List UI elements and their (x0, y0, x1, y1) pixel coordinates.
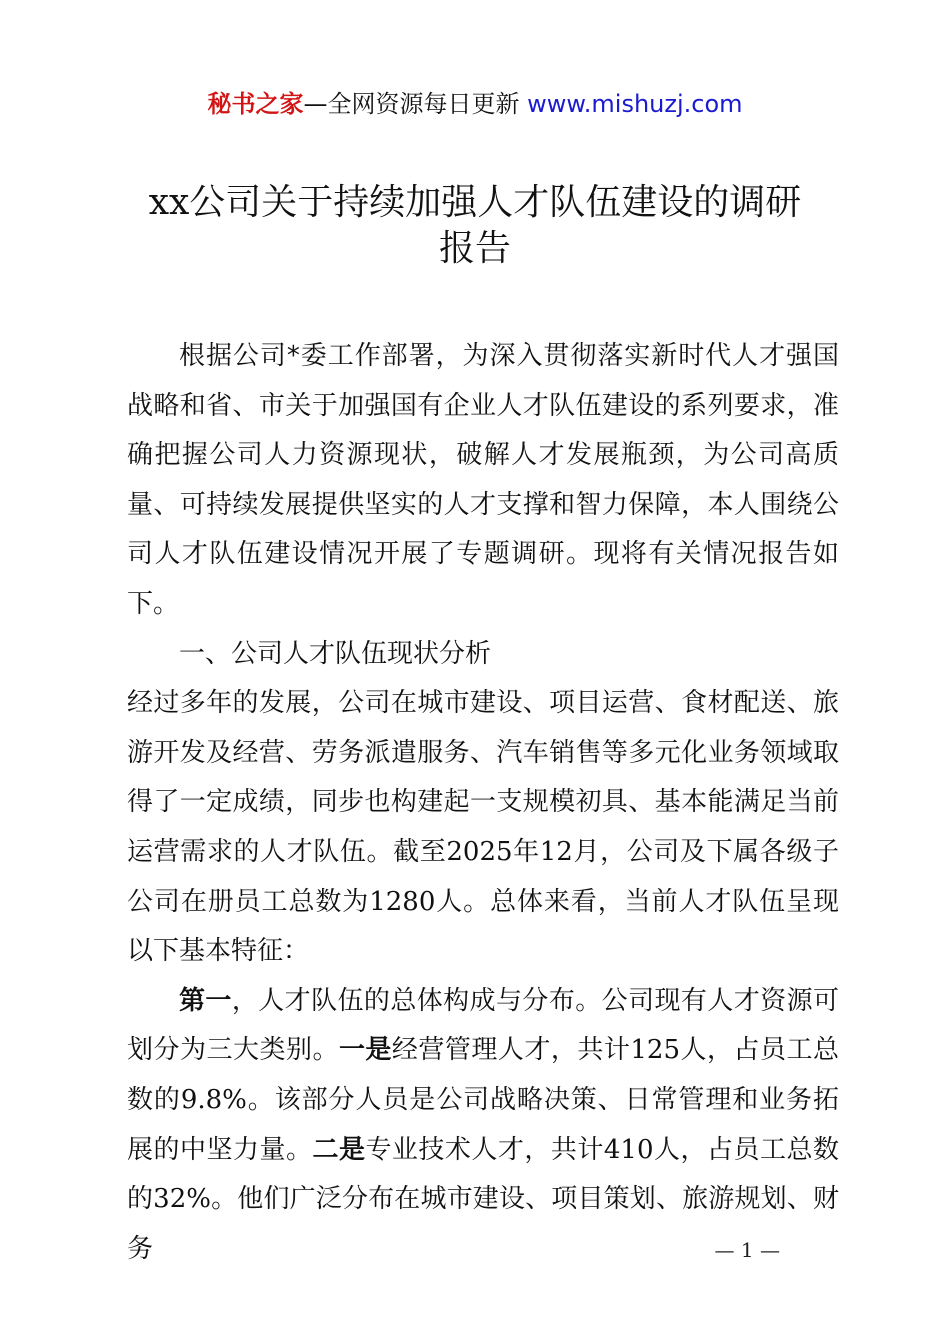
site-header (0, 86, 950, 122)
total-staff-value: 1280 (369, 886, 436, 917)
title-prefix: xx (148, 182, 190, 223)
header-tagline: —全网资源每日更新 (303, 90, 528, 118)
category-2-count: 410 (603, 1134, 654, 1165)
category-1-label: 一是 (338, 1035, 392, 1066)
section-1-heading: 一、公司人才队伍现状分析 (179, 638, 492, 669)
point-1-label: 第一 (179, 985, 232, 1016)
title-line-2: 报告 (438, 228, 511, 269)
site-url-link[interactable]: www.mishuzj.com (527, 90, 743, 118)
category-1-count: 125 (630, 1035, 680, 1066)
intro-paragraph: 根据公司*委工作部署，为深入贯彻落实新时代人才强国战略和省、市关于加强国有企业人才队伍建设的系列要求，准确把握公司人力资源现状，破解人才发展瓶颈，为公司高质量、可持续发展提供坚实的人才支撑和智力保障，本人围绕公司人才队伍建设情况开展了专题调研。现将有关情况报告如下。 (127, 341, 839, 619)
brand-name: 秘书之家 (207, 90, 304, 118)
month-value: 12 (539, 836, 573, 867)
point-1-paragraph: 第一，人才队伍的总体构成与分布。公司现有人才资源可划分为三大类别。一是经营管理人才，共计125人，占员工总数的9.8%。该部分人员是公司战略决策、日常管理和业务拓展的中坚力量。二是专业技术人才，共计410人，占员工总数的32%。他们广泛分布在城市建设、项目策划、旅游规划、财务 (127, 985, 839, 1264)
section-1-paragraph: 经过多年的发展，公司在城市建设、项目运营、食材配送、旅游开发及经营、劳务派遣服务、汽车销售等多元化业务领域取得了一定成绩，同步也构建起一支规模初具、基本能满足当前运营需求的人才队伍。截至2025年12月，公司及下属各级子公司在册员工总数为1280人。总体来看，当前人才队伍呈现以下基本特征： (127, 688, 839, 967)
year-value: 2025 (446, 836, 513, 867)
title-line-1: 公司关于持续加强人才队伍建设的调研 (189, 182, 802, 223)
category-2-percent: 32% (153, 1184, 211, 1215)
document-title (0, 180, 950, 272)
document-body (127, 332, 839, 1274)
category-2-label: 二是 (312, 1134, 366, 1165)
category-1-percent: 9.8% (180, 1084, 247, 1115)
page-number: — 1 — (714, 1238, 780, 1262)
